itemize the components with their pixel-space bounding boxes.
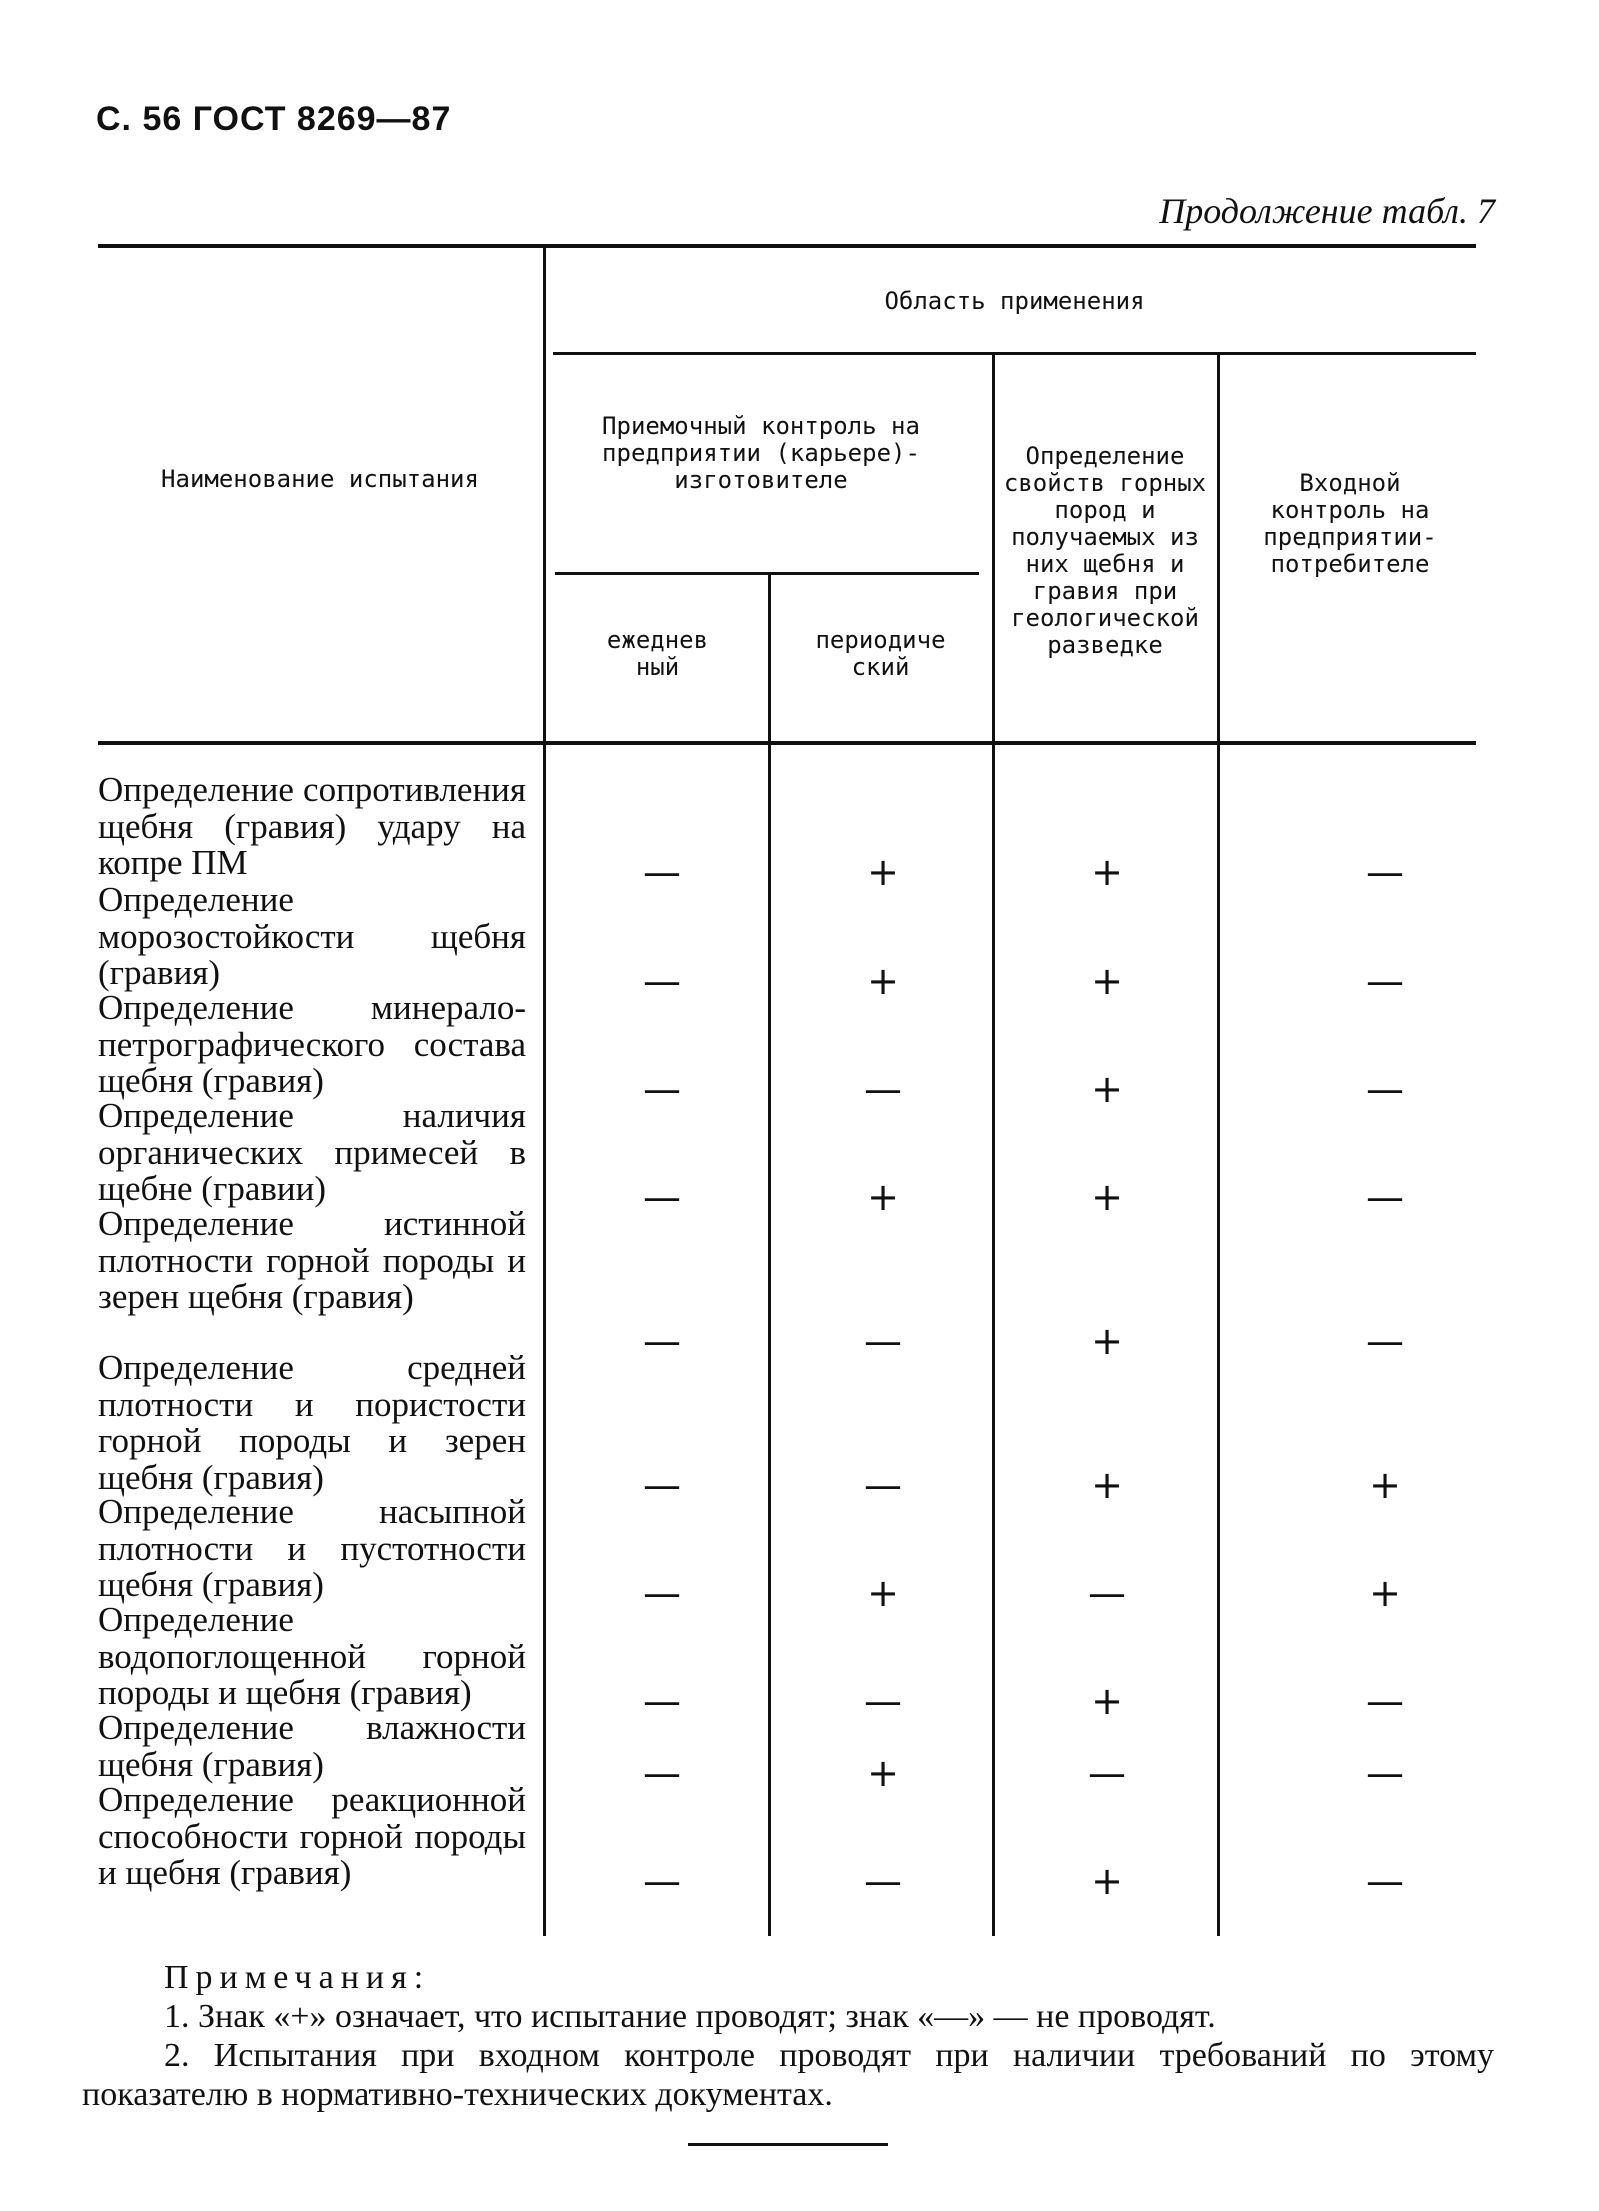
- table-top-rule: [98, 244, 1476, 248]
- daily-column-header-text: ежедневный: [606, 626, 709, 681]
- incoming-control-column-header: [1224, 470, 1476, 578]
- table-row-label: Определение насыпной плотности и пустотности щебня (гравия): [98, 1492, 526, 1604]
- acceptance-control-header: [555, 413, 967, 494]
- table-row-label: Определение морозостойкости щебня (гравия): [98, 880, 526, 992]
- incoming-mark: +: [1369, 1571, 1401, 1615]
- geology-mark: +: [1091, 1679, 1123, 1723]
- table-vline: [992, 355, 995, 1936]
- geological-survey-column-header-text: Определение свойств горных пород и получаемых из них щебня и гравия при геологической разведке: [1003, 442, 1207, 659]
- incoming-mark: —: [1366, 1319, 1404, 1363]
- notes-block: [82, 1958, 1494, 2114]
- table-row-label: Определение влажности щебня (гравия): [98, 1708, 526, 1784]
- daily-mark: —: [643, 959, 681, 1003]
- periodic-mark: +: [867, 1175, 899, 1219]
- periodic-mark: +: [867, 1571, 899, 1615]
- incoming-mark: —: [1366, 1679, 1404, 1723]
- incoming-control-column-header-text: Входной контроль на предприятии-потребителе: [1263, 469, 1437, 578]
- incoming-mark: —: [1366, 959, 1404, 1003]
- note-item: 1. Знак «+» означает, что испытание проводят; знак «—» — не проводят.: [164, 1998, 1216, 2035]
- daily-mark: —: [643, 1751, 681, 1795]
- daily-mark: —: [643, 1571, 681, 1615]
- incoming-mark: +: [1369, 1463, 1401, 1507]
- table-row-label: Определение истинной плотности горной породы и зерен щебня (гравия): [98, 1204, 526, 1316]
- table-vline: [543, 248, 546, 1936]
- incoming-mark: —: [1366, 850, 1404, 894]
- table-vline: [1217, 355, 1220, 1936]
- geology-mark: +: [1091, 1319, 1123, 1363]
- incoming-mark: —: [1366, 1067, 1404, 1111]
- table-row-label: Определение сопротивления щебня (гравия) удару на копре ПМ: [98, 770, 526, 882]
- daily-column-header: [560, 627, 755, 681]
- table-row-label: Определение наличия органических примесей в щебне (гравии): [98, 1096, 526, 1208]
- periodic-mark: +: [867, 1751, 899, 1795]
- periodic-mark: +: [867, 959, 899, 1003]
- geology-mark: +: [1091, 1859, 1123, 1903]
- daily-mark: —: [643, 1067, 681, 1111]
- incoming-mark: —: [1366, 1175, 1404, 1219]
- daily-mark: —: [643, 1319, 681, 1363]
- incoming-mark: —: [1366, 1751, 1404, 1795]
- periodic-mark: —: [864, 1859, 902, 1903]
- geology-mark: —: [1088, 1751, 1126, 1795]
- daily-mark: —: [643, 1463, 681, 1507]
- scope-header-rule: [553, 352, 1476, 355]
- table-row-label: Определение реакционной способности горной породы и щебня (гравия): [98, 1780, 526, 1892]
- table-vline: [768, 574, 771, 1936]
- table-row-label: Определение минерало-петрографического состава щебня (гравия): [98, 988, 526, 1100]
- acceptance-control-header-text: Приемочный контроль на предприятии (карьере)-изготовителе: [602, 412, 920, 494]
- table-row-label: Определение водопоглощенной горной породы и щебня (гравия): [98, 1600, 526, 1712]
- notes-title: Примечания:: [164, 1959, 431, 1996]
- acceptance-subheader-rule: [555, 572, 979, 575]
- geology-mark: +: [1091, 1463, 1123, 1507]
- page-header: С. 56 ГОСТ 8269—87: [96, 100, 452, 138]
- periodic-column-header: [778, 627, 983, 681]
- note-item: 2. Испытания при входном контроле проводят при наличии требований по этому показателю в нормативно-технических документах.: [82, 2037, 1494, 2113]
- scope-of-application-header: Область применения: [884, 287, 1145, 315]
- periodic-mark: —: [864, 1067, 902, 1111]
- geology-mark: +: [1091, 1067, 1123, 1111]
- incoming-mark: —: [1366, 1859, 1404, 1903]
- daily-mark: —: [643, 850, 681, 894]
- geology-mark: +: [1091, 850, 1123, 894]
- geological-survey-column-header: [998, 443, 1212, 659]
- table-row-label: Определение средней плотности и пористости горной породы и зерен щебня (гравия): [98, 1348, 526, 1497]
- daily-mark: —: [643, 1859, 681, 1903]
- geology-mark: +: [1091, 959, 1123, 1003]
- test-name-column-header: Наименование испытания: [161, 465, 479, 493]
- end-rule: [688, 2143, 888, 2146]
- periodic-mark: +: [867, 850, 899, 894]
- periodic-mark: —: [864, 1679, 902, 1723]
- periodic-mark: —: [864, 1463, 902, 1507]
- geology-mark: +: [1091, 1175, 1123, 1219]
- daily-mark: —: [643, 1679, 681, 1723]
- periodic-column-header-text: периодический: [815, 626, 946, 681]
- daily-mark: —: [643, 1175, 681, 1219]
- periodic-mark: —: [864, 1319, 902, 1363]
- geology-mark: —: [1088, 1571, 1126, 1615]
- header-bottom-rule: [98, 741, 1476, 745]
- table-continuation-label: Продолжение табл. 7: [1159, 191, 1495, 231]
